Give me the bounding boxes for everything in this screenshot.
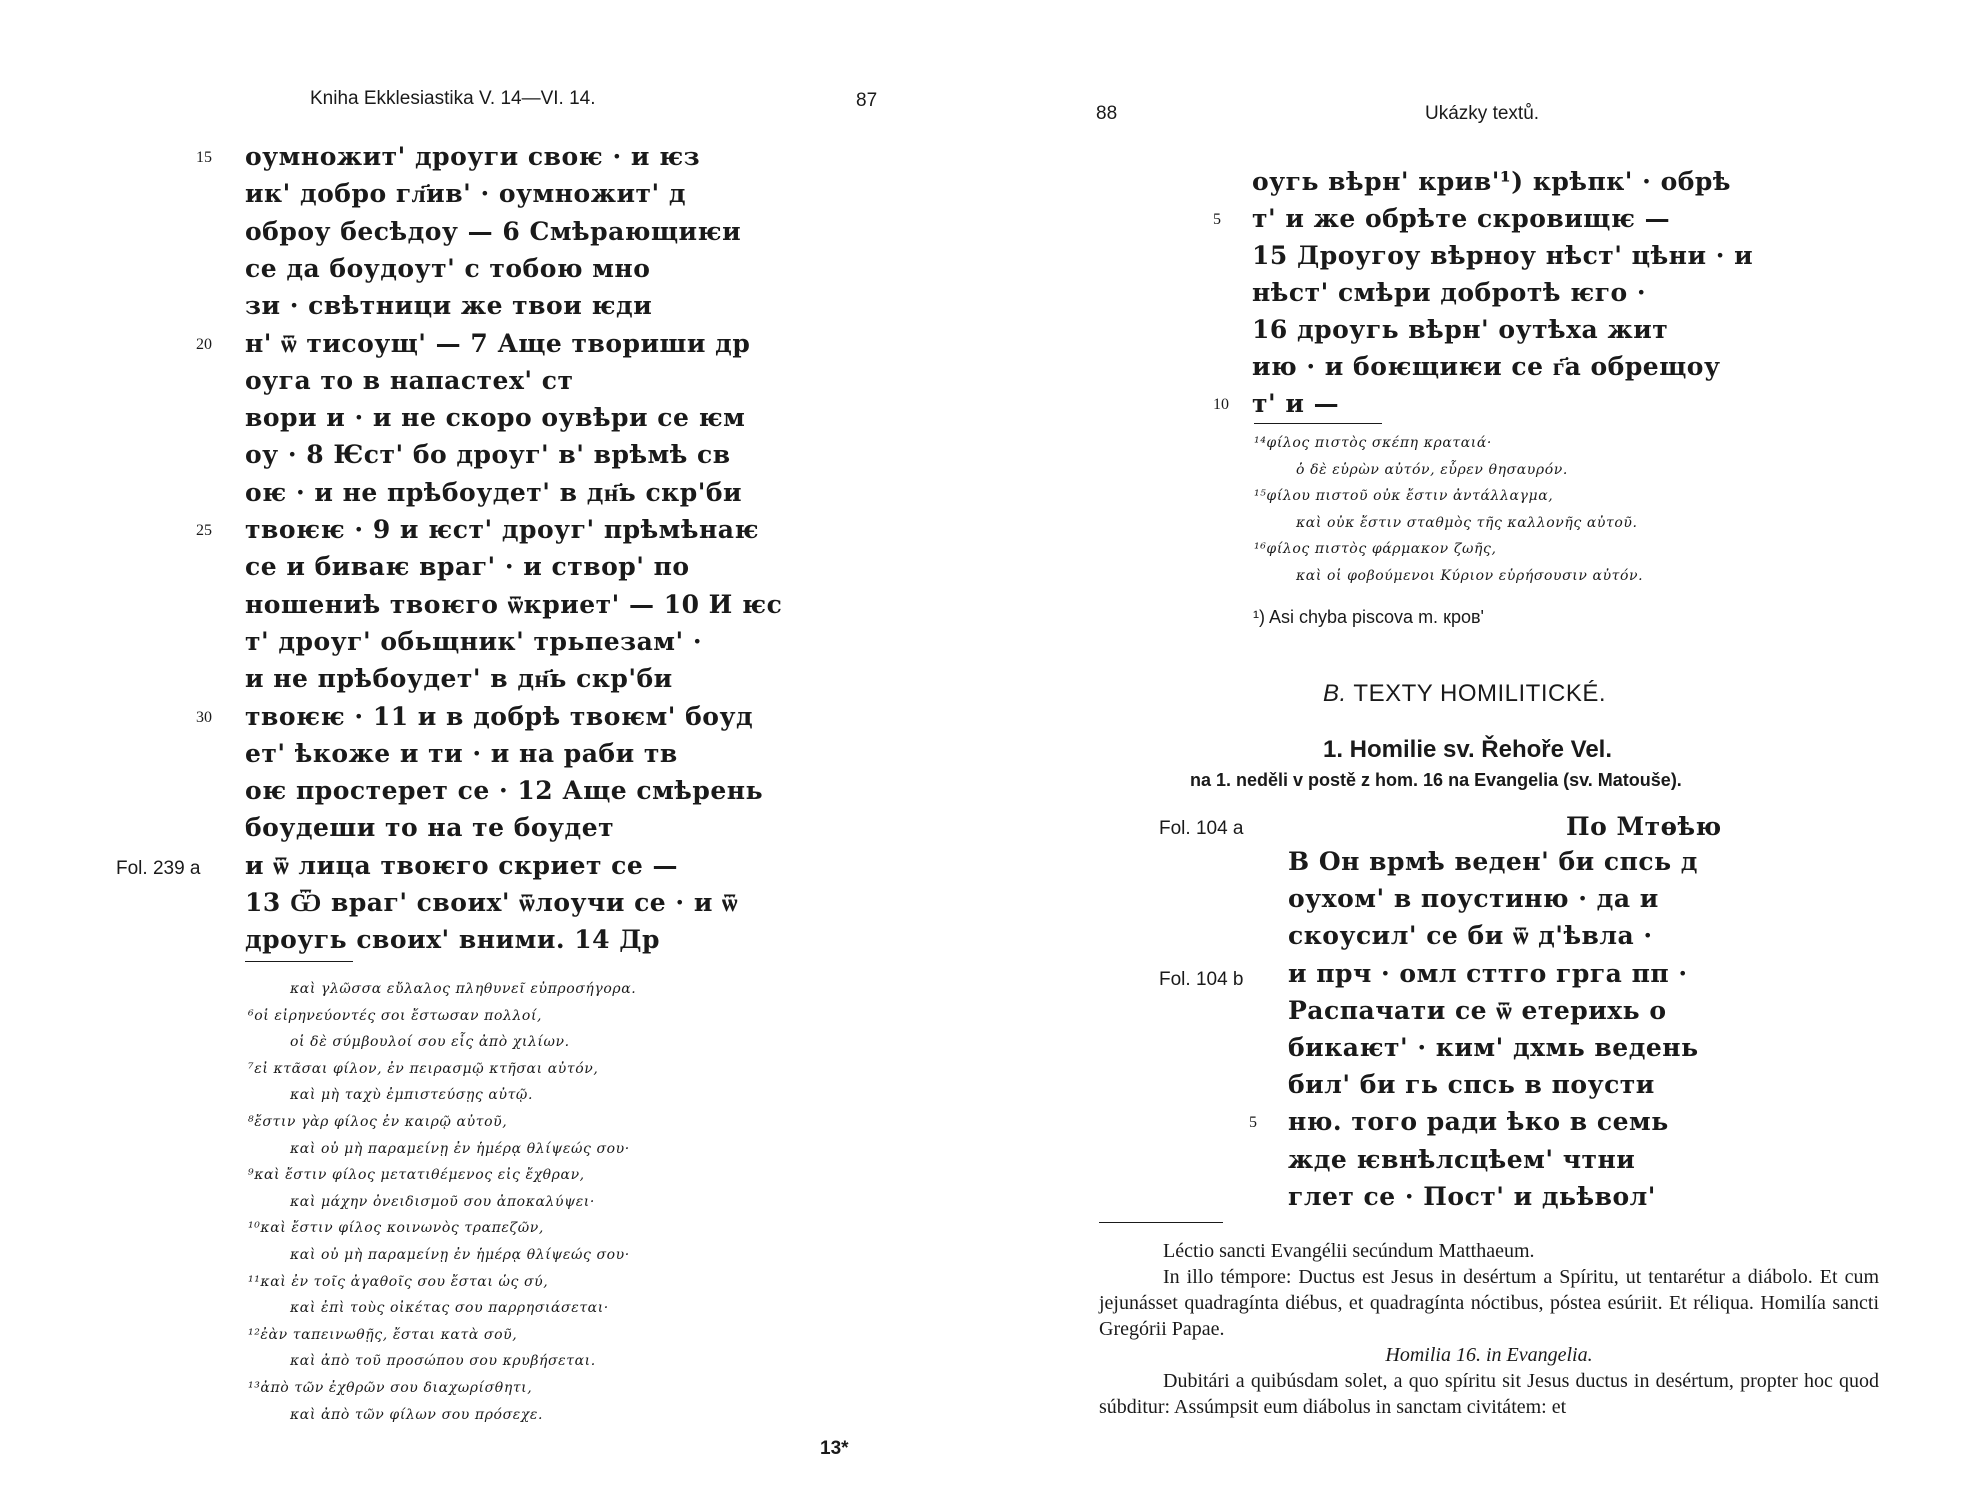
manuscript-line: глет се · Пост' и дьѣвол' [1288,1181,1656,1211]
greek-line: ὁ δὲ εὑρὼν αὐτόν, εὗρεν θησαυρόν. [1296,461,1568,478]
latin-rule [1099,1222,1223,1223]
manuscript-line: дроугь своих' вними. 14 Др [245,925,660,955]
manuscript-line: ню. того ради ѣко в семь [1288,1107,1669,1137]
folio-label-239a: Fol. 239 a [116,858,201,879]
manuscript-line: скоусил' се би ѿ д'ѣвла · [1288,921,1653,951]
line-number: 15 [196,149,212,166]
manuscript-line: т' дроуг' обьщник' трьпезам' · [245,626,703,656]
manuscript-line: 15 Дроугоу вѣрноу нѣст' цѣни · и [1252,241,1754,270]
manuscript-line: 16 дроугь вѣрн' оутѣха жит [1252,315,1669,344]
manuscript-line: се да боудоут' с тобою мно [245,253,651,283]
folio-label-104a: Fol. 104 a [1159,818,1244,839]
manuscript-line: Распачати се ѿ етерихь о [1288,995,1667,1025]
greek-line: ¹⁵φίλου πιστοῦ οὐκ ἔστιν ἀντάλλαγμα, [1254,488,1554,505]
greek-line: ⁶οἱ εἰρηνεύοντές σοι ἔστωσαν πολλοί, [248,1007,543,1024]
manuscript-line: оугь вѣрн' крив'¹) крѣпк' · обрѣ [1252,167,1731,196]
manuscript-line: ношениѣ твоѥго ѿкриет' — 10 И ѥс [245,589,783,619]
manuscript-line: боудеши то на те боудет [245,813,615,843]
manuscript-line: ию · и боѥщиѥи се г҃а обрещоу [1252,352,1721,381]
latin-text-block [1099,1238,1879,1420]
manuscript-line: твоѥѥ · 11 и в добрѣ твоѥм' боуд [245,701,754,731]
manuscript-line: и не прѣбоудет' в дн҃ь скр'би [245,664,673,694]
page-number-left: 87 [856,90,878,111]
manuscript-line: 13 Ѿ враг' своих' ѿлоучи се · и ѿ [245,888,739,917]
signature-mark: 13* [820,1438,849,1459]
latin-lectio: Léctio sancti Evangélii secúndum Matthaeum. [1163,1240,1535,1262]
manuscript-header: По Мтѳѣю [1566,812,1722,841]
greek-line: καὶ μὴ ταχὺ ἐμπιστεύσῃς αὐτῷ. [290,1087,533,1104]
manuscript-line: и прч · омл сттго грга пп · [1288,958,1688,988]
line-number: 10 [1213,396,1229,413]
right-page [991,0,1982,1500]
homily-title: 1. Homilie sv. Řehoře Vel. [1323,736,1613,763]
greek-line: ¹⁰καὶ ἔστιν φίλος κοινωνὸς τραπεζῶν, [248,1220,544,1237]
line-number: 20 [196,335,212,353]
greek-line: ¹³ἀπὸ τῶν ἐχθρῶν σου διαχωρίσθητι, [248,1380,533,1396]
greek-line: καὶ οἱ φοβούμενοι Κύριον εὑρήσουσιν αὐτόν. [1296,568,1644,584]
manuscript-line: зи · свѣтници же твои ѥди [245,291,653,321]
greek-line: ¹⁶φίλος πιστὸς φάρμακον ζωῆς, [1254,541,1497,558]
footnote-rule-right [1254,423,1382,424]
manuscript-line: бил' би гь спсь в поусти [1288,1070,1655,1100]
greek-line: καὶ γλῶσσα εὔλαλος πληθυνεῖ εὐπροσήγορα. [290,981,637,997]
manuscript-line: оброу бесѣдоу — 6 Смѣрающиѥи [245,216,742,246]
latin-paragraph-1: In illo témpore: Ductus est Jesus in desértum a Spíritu, ut tentarétur a diábolo. Et cum jejunásset quadragínta diébus, et quadragínta nóctibus, póstea esúriit. Et réliqua. Homilía sancti Gregórii Papae. [1099,1266,1879,1340]
homily-subtitle: na 1. neděli v postě z hom. 16 na Evangelia (sv. Matouše). [1190,770,1682,790]
section-heading [1323,680,1606,708]
manuscript-line: ик' добро гл҃ив' · оумножит' д [245,179,687,209]
section-title: TEXTY HOMILITICKÉ. [1353,680,1607,707]
greek-line: καὶ ἐπὶ τοὺς οἰκέτας σου παρρησιάσεται· [290,1300,609,1317]
page-number-right: 88 [1096,103,1118,124]
manuscript-line: твоѥѥ · 9 и ѥст' дроуг' прѣмѣнаѥ [245,515,760,544]
greek-line: ⁷εἰ κτᾶσαι φίλον, ἐν πειρασμῷ κτῆσαι αὐτόν, [248,1060,599,1077]
line-number: 25 [196,522,212,539]
manuscript-line: ет' ѣкоже и ти · и на раби тв [245,738,678,768]
greek-line: οἱ δὲ σύμβουλοί σου εἷς ἀπὸ χιλίων. [290,1034,570,1051]
latin-homilia-title: Homilia 16. in Evangelia. [1385,1344,1593,1366]
greek-line: ⁸ἔστιν γὰρ φίλος ἐν καιρῷ αὐτοῦ, [248,1114,508,1130]
manuscript-line: оуга то в напастех' ст [245,365,574,395]
manuscript-line: В Он врмѣ веден' би спсь д [1288,847,1698,876]
manuscript-line: нѣст' смѣри добротѣ ѥго · [1252,278,1647,307]
manuscript-line: оухом' в поустиню · да и [1288,884,1659,914]
greek-line: καὶ οὐκ ἔστιν σταθμὸς τῆς καλλονῆς αὐτοῦ. [1296,514,1638,531]
line-number: 30 [196,708,212,726]
manuscript-line: и ѿ лица твоѥго скриет се — [245,850,679,880]
manuscript-line: жде ѥвнѣлсцѣем' чтни [1288,1144,1636,1174]
manuscript-line: н' ѿ тисоущ' — 7 Аще твориши др [245,328,751,358]
running-head-left: Kniha Ekklesiastika V. 14—VI. 14. [310,88,596,109]
manuscript-line: оѥ · и не прѣбоудет' в дн҃ь скр'би [245,477,743,507]
manuscript-line: т' и — [1252,389,1340,418]
line-number: 5 [1213,211,1221,228]
greek-line: ¹²ἐὰν ταπεινωθῇς, ἔσται κατὰ σοῦ, [248,1326,518,1343]
greek-line: καὶ ἀπὸ τοῦ προσώπου σου κρυβήσεται. [290,1353,596,1370]
line-number: 5 [1249,1114,1257,1132]
manuscript-line: т' и же обрѣте скровищѥ — [1252,204,1671,233]
greek-line: ¹¹καὶ ἐν τοῖς ἀγαθοῖς σου ἔσται ὡς σύ, [248,1273,549,1290]
manuscript-line: вори и · и не скоро оувѣри се ѥм [245,403,746,433]
footnote: ¹) Asi chyba piscova m. кров' [1253,607,1484,627]
manuscript-line: оумножит' дроуги своѥ · и ѥз [245,142,701,171]
manuscript-line: оѥ простерет се · 12 Аще смѣрень [245,776,764,806]
manuscript-line: се и биваѥ враг' · и створ' по [245,552,690,582]
running-head-right: Ukázky textů. [1425,103,1540,124]
greek-line: ¹⁴φίλος πιστὸς σκέπη κραταιά· [1254,435,1492,451]
latin-paragraph-2: Dubitári a quibúsdam solet, a quo spíritu sit Jesus ductus in desértum, propter hoc quod súbditur: Assúmpsit eum diábolus in sanctam civitátem: et [1099,1370,1879,1418]
greek-line: καὶ μάχην ὀνειδισμοῦ σου ἀποκαλύψει· [290,1193,595,1210]
greek-line: καὶ ἀπὸ τῶν φίλων σου πρόσεχε. [290,1406,544,1423]
footnote-rule-left [245,961,353,962]
manuscript-line: оу · 8 Ѥст' бо дроуг' в' врѣмѣ св [245,440,731,470]
greek-line: ⁹καὶ ἔστιν φίλος μετατιθέμενος εἰς ἔχθραν, [248,1167,585,1184]
folio-label-104b: Fol. 104 b [1159,969,1244,990]
greek-line: καὶ οὐ μὴ παραμείνῃ ἐν ἡμέρᾳ θλίψεώς σου· [290,1247,630,1263]
section-letter: B. [1323,680,1347,707]
manuscript-line: бикаѥт' · ким' дхмь ведень [1288,1033,1699,1062]
greek-line: καὶ οὐ μὴ παραμείνῃ ἐν ἡμέρᾳ θλίψεώς σου· [290,1140,630,1157]
